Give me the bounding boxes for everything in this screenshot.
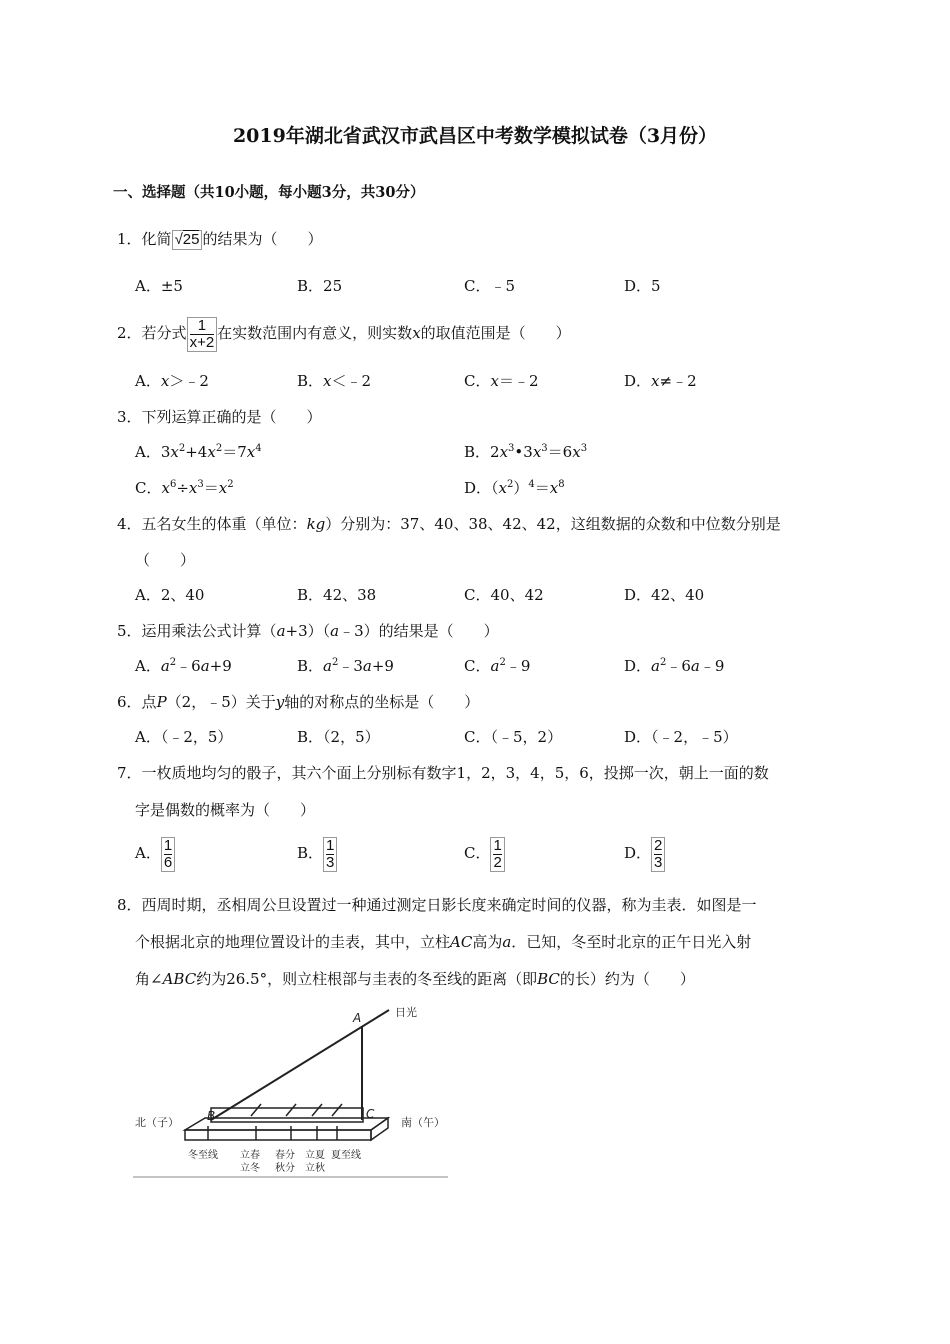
- q4-option-b: B．42、38: [297, 586, 377, 604]
- q7-option-d: D． $\frac{2}{3}$: [624, 832, 665, 874]
- page-title: 2019年湖北省武汉市武昌区中考数学模拟试卷（3月份）: [232, 125, 718, 147]
- q1-option-d: D．5: [624, 277, 661, 295]
- label-a: A: [353, 1011, 362, 1025]
- label-b: B: [207, 1109, 216, 1123]
- q1-option-b: B．25: [297, 277, 343, 295]
- label-chunfen: 春分: [275, 1150, 295, 1161]
- question-6: 6．点P（2，﹣5）关于y轴的对称点的坐标是（ ）: [117, 693, 480, 711]
- q7-option-a: A． $\frac{1}{6}$: [135, 832, 175, 874]
- q6-option-b: B．（2，5）: [297, 728, 380, 746]
- q3-option-c: C．$x^6\div x^3=x^2$: [135, 479, 234, 497]
- q4-option-c: C．40、42: [464, 586, 544, 604]
- q5-option-d: D．$a^2﹣6a﹣9$: [624, 657, 725, 675]
- q5-option-c: C．$a^2﹣9$: [464, 657, 531, 675]
- q6-option-a: A．（﹣2，5）: [135, 728, 233, 746]
- question-1: 1．化简 √25 的结果为（ ）: [117, 230, 323, 248]
- fraction: $\frac{1}{x+2}$: [187, 317, 218, 352]
- q3-option-b: B．$2x^3•3x^3=6x^3$: [464, 443, 588, 461]
- question-4: 4．五名女生的体重（单位：kg）分别为：37、40、38、42、42，这组数据的众数和中位数分别是: [117, 515, 781, 533]
- base-top: [185, 1118, 388, 1130]
- question-8-line2: 个根据北京的地理位置设计的圭表，其中，立柱AC高为a．已知，冬至时北京的正午日光入射: [135, 933, 752, 951]
- q2-option-a: A．x＞﹣2: [135, 372, 209, 390]
- question-8-line3: 角∠ABC约为26.5°，则立柱根部与圭表的冬至线的距离（即BC的长）约为（ ）: [135, 970, 695, 988]
- question-8: 8．西周时期，丞相周公旦设置过一种通过测定日影长度来确定时间的仪器，称为圭表．如图是一: [117, 896, 757, 914]
- q4-option-d: D．42、40: [624, 586, 705, 604]
- question-7-line2: 字是偶数的概率为（ ）: [135, 801, 316, 819]
- label-lixia: 立夏: [305, 1150, 325, 1161]
- q7-option-b: B． $\frac{1}{3}$: [297, 832, 337, 874]
- q6-option-d: D．（﹣2，﹣5）: [624, 728, 738, 746]
- base-front: [185, 1130, 371, 1140]
- q3-option-d: D．$(x^2)^4=x^8$: [464, 479, 565, 497]
- label-winter: 冬至线: [188, 1150, 218, 1161]
- question-2: 2．若分式 $\frac{1}{x+2}$ 在实数范围内有意义，则实数x的取值范围是（ ）: [117, 316, 571, 351]
- base-side: [371, 1118, 388, 1140]
- label-lidong: 立冬: [240, 1163, 260, 1174]
- label-summer: 夏至线: [331, 1150, 361, 1161]
- q5-option-a: A．$a^2﹣6a+9$: [135, 657, 232, 675]
- q2-option-b: B．x＜﹣2: [297, 372, 372, 390]
- q3-option-a: A．$3x^2+4x^2=7x^4$: [135, 443, 262, 461]
- label-sunlight: 日光: [395, 1006, 417, 1019]
- q4-option-a: A．2、40: [135, 586, 205, 604]
- q4-paren: （ ）: [135, 551, 196, 569]
- q2-option-c: C．x＝﹣2: [464, 372, 539, 390]
- q5-option-b: B．$a^2﹣3a+9$: [297, 657, 394, 675]
- gnomon-figure: [133, 1000, 453, 1180]
- label-liqiu: 立秋: [305, 1163, 325, 1174]
- section-heading: 一、选择题（共10小题，每小题3分，共30分）: [113, 184, 425, 201]
- q6-option-c: C．（﹣5，2）: [464, 728, 563, 746]
- q2-option-d: D．x≠﹣2: [624, 372, 697, 390]
- sqrt-expression: √25: [172, 230, 203, 250]
- q1-option-c: C．﹣5: [464, 277, 516, 295]
- question-7: 7．一枚质地均匀的骰子，其六个面上分别标有数字1，2，3，4，5，6，投掷一次，朝上一面的数: [117, 764, 769, 782]
- label-south: 南（午）: [401, 1116, 445, 1129]
- q7-option-c: C． $\frac{1}{2}$: [464, 832, 505, 874]
- question-3: 3．下列运算正确的是（ ）: [117, 408, 322, 426]
- label-qiufen: 秋分: [275, 1163, 295, 1174]
- question-5: 5．运用乘法公式计算（a+3）（a﹣3）的结果是（ ）: [117, 622, 499, 640]
- label-c: C: [366, 1107, 375, 1121]
- q1-option-a: A．±5: [135, 277, 183, 295]
- label-lichun: 立春: [240, 1150, 260, 1161]
- label-north: 北（子）: [135, 1116, 179, 1129]
